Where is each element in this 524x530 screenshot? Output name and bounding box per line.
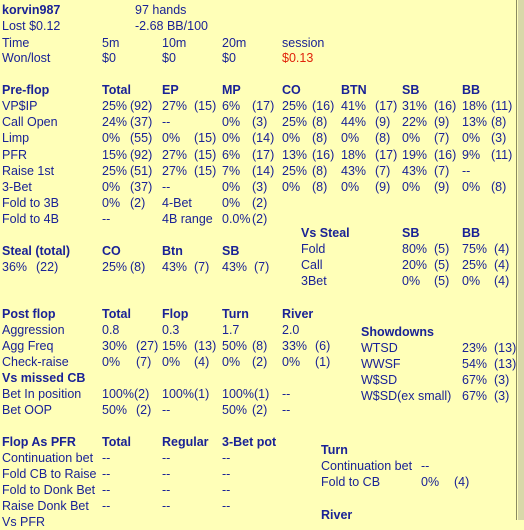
preflop-cell: (3): [491, 131, 507, 145]
preflop-cell: 25%: [282, 164, 308, 178]
preflop-cell: --: [102, 212, 111, 226]
preflop-cell: (8): [491, 115, 507, 129]
vs-steal-cell: (5): [434, 274, 450, 288]
flop-pfr-cell: --: [102, 451, 111, 465]
preflop-cell: (37): [130, 115, 153, 129]
missed-cb-row-label: Bet In position: [2, 387, 82, 401]
preflop-cell: (17): [375, 148, 398, 162]
preflop-cell: 4-Bet: [162, 196, 192, 210]
showdowns-row-label: W$SD: [361, 373, 398, 387]
flop-pfr-cell: --: [162, 499, 171, 513]
preflop-cell: 0%: [282, 180, 301, 194]
preflop-cell: 15%: [102, 148, 128, 162]
vs-steal-cell: (4): [494, 242, 510, 256]
postflop-cell: 0%: [162, 355, 181, 369]
flop-pfr-cell: --: [222, 467, 231, 481]
steal-col-co: CO: [102, 244, 121, 258]
flop-pfr-cell: --: [222, 483, 231, 497]
postflop-cell: (13): [194, 339, 217, 353]
vs-steal-cell: (4): [494, 274, 510, 288]
preflop-cell: 7%: [222, 164, 241, 178]
preflop-cell: (8): [312, 131, 328, 145]
postflop-cell: (6): [315, 339, 331, 353]
preflop-cell: (15): [194, 148, 217, 162]
preflop-cell: 9%: [462, 148, 481, 162]
preflop-row-label: Fold to 4B: [2, 212, 59, 226]
flop-pfr-col-header: 3-Bet pot: [222, 435, 277, 449]
vs-steal-cell: 80%: [402, 242, 428, 256]
steal-total: 36%: [2, 260, 28, 274]
postflop-cell: (2): [252, 355, 268, 369]
period-10m: 10m: [162, 36, 187, 50]
missed-cb-cell: (2): [252, 403, 268, 417]
preflop-cell: 0%: [102, 196, 121, 210]
showdowns-count: (13): [494, 341, 517, 355]
vs-steal-cell: (4): [494, 258, 510, 272]
preflop-row-label: 3-Bet: [2, 180, 32, 194]
preflop-cell: 19%: [402, 148, 428, 162]
missed-cb-cell: 100%(2): [102, 387, 150, 401]
preflop-cell: 0%: [222, 131, 241, 145]
flop-pfr-cell: --: [222, 499, 231, 513]
postflop-row-label: Check-raise: [2, 355, 69, 369]
preflop-cell: (16): [312, 99, 335, 113]
preflop-cell: (3): [252, 180, 268, 194]
postflop-col-header: River: [282, 307, 314, 321]
preflop-cell: (92): [130, 148, 153, 162]
lost-amount: Lost $0.12: [2, 19, 61, 33]
steal-cell: (8): [130, 260, 146, 274]
bb-per-100: -2.68 BB/100: [135, 19, 208, 33]
postflop-cell: (7): [136, 355, 152, 369]
preflop-cell: 25%: [102, 164, 128, 178]
postflop-col-header: Flop: [162, 307, 189, 321]
preflop-cell: (15): [194, 164, 217, 178]
turn-value: 0%: [421, 475, 440, 489]
vs-steal-cell: (5): [434, 258, 450, 272]
river-title: River: [321, 508, 353, 522]
steal-col-btn: Btn: [162, 244, 183, 258]
wonlost-label: Won/lost: [2, 51, 51, 65]
preflop-col-header: Total: [102, 83, 131, 97]
preflop-cell: 25%: [282, 99, 308, 113]
preflop-row-label: Raise 1st: [2, 164, 55, 178]
postflop-cell: (4): [194, 355, 210, 369]
preflop-cell: 0%: [402, 131, 421, 145]
flop-pfr-row-label: Raise Donk Bet: [2, 499, 89, 513]
preflop-cell: 6%: [222, 148, 241, 162]
flop-pfr-cell: --: [222, 451, 231, 465]
flop-pfr-row-label: Vs PFR: [2, 515, 46, 529]
preflop-cell: 13%: [282, 148, 308, 162]
preflop-cell: 0%: [341, 180, 360, 194]
preflop-cell: (9): [375, 115, 391, 129]
preflop-cell: (11): [491, 99, 513, 113]
postflop-col-header: Total: [102, 307, 131, 321]
preflop-cell: (8): [312, 180, 328, 194]
preflop-cell: (8): [312, 164, 328, 178]
postflop-cell: 0%: [102, 355, 121, 369]
preflop-cell: (17): [375, 99, 398, 113]
preflop-cell: (2): [130, 196, 146, 210]
postflop-row-label: Aggression: [2, 323, 65, 337]
preflop-cell: 31%: [402, 99, 428, 113]
turn-row-label: Fold to CB: [321, 475, 381, 489]
showdowns-value: 67%: [462, 373, 488, 387]
postflop-cell: 0.3: [162, 323, 180, 337]
preflop-cell: (8): [312, 115, 328, 129]
preflop-cell: 0%: [102, 131, 121, 145]
preflop-cell: 24%: [102, 115, 128, 129]
flop-pfr-cell: --: [102, 499, 111, 513]
postflop-col-header: Turn: [222, 307, 249, 321]
steal-cell: (7): [194, 260, 210, 274]
preflop-cell: 6%: [222, 99, 241, 113]
steal-cell: 43%: [222, 260, 248, 274]
preflop-cell: 0%: [222, 115, 241, 129]
preflop-row-label: PFR: [2, 148, 27, 162]
flop-pfr-cell: --: [162, 467, 171, 481]
preflop-cell: (2): [252, 196, 268, 210]
postflop-cell: 0%: [282, 355, 301, 369]
preflop-cell: 0%: [222, 180, 241, 194]
preflop-cell: 0%: [462, 180, 481, 194]
vs-steal-row-label: 3Bet: [301, 274, 327, 288]
vs-steal-row-label: Fold: [301, 242, 326, 256]
showdowns-title: Showdowns: [361, 325, 434, 339]
postflop-cell: 0.8: [102, 323, 120, 337]
preflop-cell: (3): [252, 115, 268, 129]
showdowns-count: (3): [494, 389, 510, 403]
vs-steal-cell: 25%: [462, 258, 488, 272]
hands-count: 97 hands: [135, 3, 187, 17]
time-label: Time: [2, 36, 30, 50]
preflop-col-header: MP: [222, 83, 241, 97]
steal-total-count: (22): [36, 260, 59, 274]
postflop-cell: 30%: [102, 339, 128, 353]
turn-count: (4): [454, 475, 470, 489]
wonlost-10m: $0: [162, 51, 176, 65]
preflop-cell: (14): [252, 131, 275, 145]
showdowns-row-label: WTSD: [361, 341, 398, 355]
preflop-cell: --: [162, 180, 171, 194]
turn-value: --: [421, 459, 430, 473]
missed-cb-row-label: Bet OOP: [2, 403, 53, 417]
flop-pfr-row-label: Fold CB to Raise: [2, 467, 97, 481]
preflop-cell: (7): [434, 131, 450, 145]
preflop-cell: --: [462, 164, 471, 178]
preflop-cell: 43%: [341, 164, 367, 178]
flop-pfr-col-header: Total: [102, 435, 131, 449]
preflop-cell: (8): [491, 180, 507, 194]
preflop-cell: 0%: [402, 180, 421, 194]
missed-cb-cell: 100%(1): [162, 387, 210, 401]
preflop-cell: (51): [130, 164, 153, 178]
vs-steal-col-bb: BB: [462, 226, 481, 240]
preflop-cell: (16): [434, 99, 457, 113]
flop-pfr-row-label: Fold to Donk Bet: [2, 483, 96, 497]
postflop-cell: (8): [252, 339, 268, 353]
preflop-cell: (9): [375, 180, 391, 194]
steal-cell: (7): [254, 260, 270, 274]
wonlost-5m: $0: [102, 51, 116, 65]
steal-title: Steal (total): [2, 244, 71, 258]
postflop-cell: (1): [315, 355, 331, 369]
preflop-cell: (7): [375, 164, 391, 178]
preflop-cell: 27%: [162, 148, 188, 162]
preflop-cell: (55): [130, 131, 153, 145]
postflop-cell: 33%: [282, 339, 308, 353]
preflop-cell: 25%: [102, 99, 128, 113]
flop-pfr-cell: --: [102, 467, 111, 481]
missed-cb-cell: 50%: [102, 403, 128, 417]
vs-steal-title: Vs Steal: [301, 226, 350, 240]
preflop-col-header: BTN: [341, 83, 367, 97]
preflop-cell: (37): [130, 180, 153, 194]
preflop-cell: (14): [252, 164, 275, 178]
preflop-cell: 27%: [162, 164, 188, 178]
preflop-cell: (17): [252, 148, 275, 162]
turn-title: Turn: [321, 443, 348, 457]
preflop-cell: (8): [375, 131, 391, 145]
preflop-cell: 41%: [341, 99, 367, 113]
steal-cell: 43%: [162, 260, 188, 274]
steal-col-sb: SB: [222, 244, 240, 258]
flop-pfr-col-header: Regular: [162, 435, 209, 449]
flop-pfr-cell: --: [162, 483, 171, 497]
vs-steal-cell: (5): [434, 242, 450, 256]
preflop-cell: 4B range: [162, 212, 213, 226]
period-20m: 20m: [222, 36, 247, 50]
preflop-row-label: Call Open: [2, 115, 58, 129]
flop-pfr-title: Flop As PFR: [2, 435, 76, 449]
preflop-cell: 44%: [341, 115, 367, 129]
preflop-cell: (16): [312, 148, 335, 162]
preflop-col-header: EP: [162, 83, 179, 97]
preflop-cell: (7): [434, 164, 450, 178]
flop-pfr-cell: --: [162, 451, 171, 465]
preflop-cell: (9): [434, 180, 450, 194]
preflop-cell: 18%: [341, 148, 367, 162]
preflop-cell: (11): [491, 148, 513, 162]
showdowns-value: 23%: [462, 341, 488, 355]
preflop-cell: 18%: [462, 99, 488, 113]
preflop-cell: 0%: [462, 131, 481, 145]
showdowns-value: 54%: [462, 357, 488, 371]
postflop-cell: 1.7: [222, 323, 240, 337]
vs-steal-col-sb: SB: [402, 226, 420, 240]
vs-steal-row-label: Call: [301, 258, 323, 272]
preflop-cell: 0%: [222, 196, 241, 210]
showdowns-count: (13): [494, 357, 517, 371]
steal-cell: 25%: [102, 260, 128, 274]
postflop-cell: (27): [136, 339, 159, 353]
vs-steal-cell: 0%: [462, 274, 481, 288]
postflop-cell: 15%: [162, 339, 188, 353]
preflop-row-label: VP$IP: [2, 99, 38, 113]
preflop-cell: 0%: [341, 131, 360, 145]
showdowns-count: (3): [494, 373, 510, 387]
postflop-row-label: Agg Freq: [2, 339, 54, 353]
preflop-col-header: BB: [462, 83, 481, 97]
preflop-cell: (92): [130, 99, 153, 113]
period-session: session: [282, 36, 325, 50]
preflop-cell: 0.0%: [222, 212, 251, 226]
preflop-cell: (9): [434, 115, 450, 129]
player-name: korvin987: [2, 3, 61, 17]
preflop-cell: 43%: [402, 164, 428, 178]
preflop-cell: 0%: [102, 180, 121, 194]
window-edge: [518, 0, 524, 520]
missed-cb-cell: (2): [136, 403, 152, 417]
showdowns-row-label: W$SD(ex small): [361, 389, 452, 403]
showdowns-row-label: WWSF: [361, 357, 401, 371]
period-5m: 5m: [102, 36, 120, 50]
preflop-cell: --: [162, 115, 171, 129]
missed-cb-cell: --: [282, 403, 291, 417]
window-border: [516, 0, 517, 520]
preflop-row-label: Limp: [2, 131, 30, 145]
postflop-title: Post flop: [2, 307, 56, 321]
postflop-cell: 50%: [222, 339, 248, 353]
preflop-col-header: SB: [402, 83, 420, 97]
preflop-cell: 22%: [402, 115, 428, 129]
vs-steal-cell: 20%: [402, 258, 428, 272]
vs-steal-cell: 0%: [402, 274, 421, 288]
postflop-cell: 2.0: [282, 323, 300, 337]
preflop-cell: 25%: [282, 115, 308, 129]
turn-row-label: Continuation bet: [321, 459, 413, 473]
preflop-cell: (15): [194, 131, 217, 145]
missed-cb-cell: --: [282, 387, 291, 401]
preflop-cell: (2): [252, 212, 268, 226]
wonlost-20m: $0: [222, 51, 236, 65]
preflop-row-label: Fold to 3B: [2, 196, 59, 210]
wonlost-session: $0.13: [282, 51, 314, 65]
missed-cb-cell: 100%(1): [222, 387, 270, 401]
missed-cb-cell: 50%: [222, 403, 248, 417]
vs-steal-cell: 75%: [462, 242, 488, 256]
missed-cb-title: Vs missed CB: [2, 371, 86, 385]
flop-pfr-row-label: Continuation bet: [2, 451, 94, 465]
preflop-title: Pre-flop: [2, 83, 50, 97]
missed-cb-cell: --: [162, 403, 171, 417]
preflop-cell: (17): [252, 99, 275, 113]
preflop-cell: 0%: [282, 131, 301, 145]
preflop-cell: (15): [194, 99, 217, 113]
preflop-cell: 0%: [162, 131, 181, 145]
preflop-col-header: CO: [282, 83, 301, 97]
postflop-cell: 0%: [222, 355, 241, 369]
preflop-cell: 27%: [162, 99, 188, 113]
preflop-cell: (16): [434, 148, 457, 162]
flop-pfr-cell: --: [102, 483, 111, 497]
preflop-cell: 13%: [462, 115, 488, 129]
showdowns-value: 67%: [462, 389, 488, 403]
